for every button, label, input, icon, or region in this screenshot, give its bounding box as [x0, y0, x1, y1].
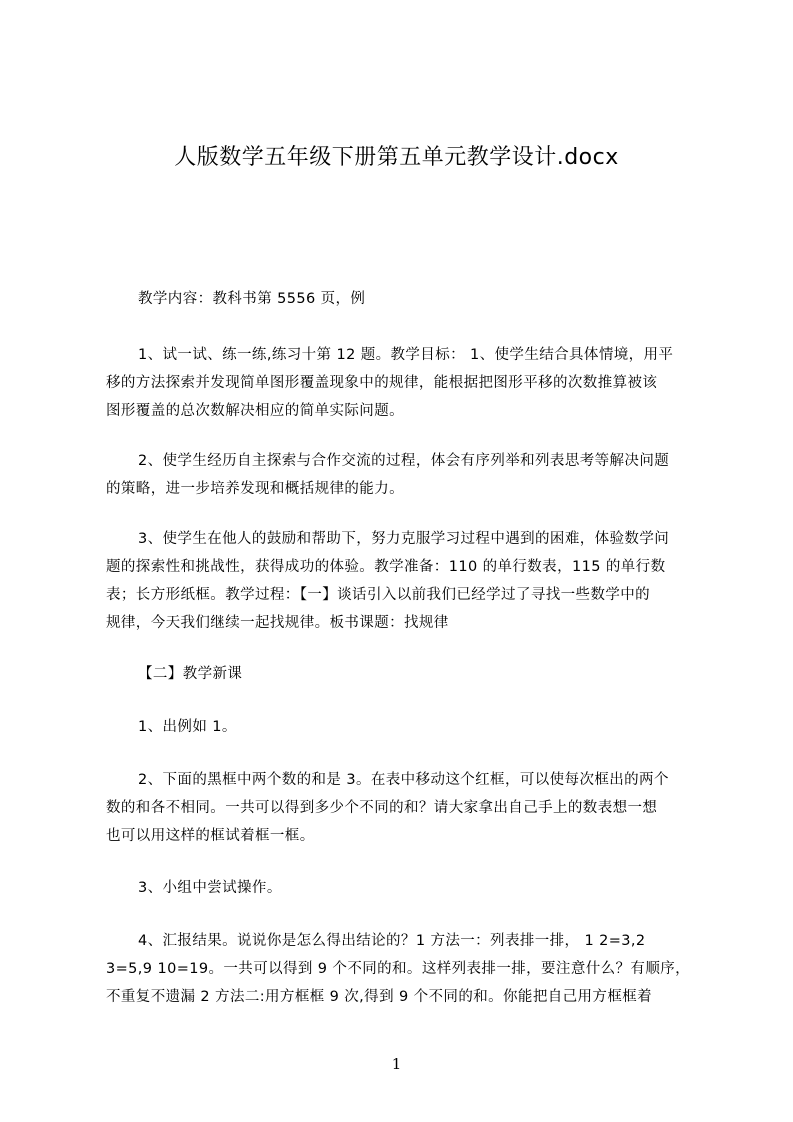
paragraph-5 [106, 713, 706, 741]
text-line: 3=5,9 10=19。一共可以得到 9 个不同的和。这样列表排一排，要注意什么？有顺序， [106, 961, 691, 977]
paragraph-4 [106, 525, 706, 637]
text-line: 题的探索性和挑战性，获得成功的体验。教学准备：110 的单行数表，115 的单行数 [106, 559, 666, 575]
text-line: 也可以用这样的框试着框一框。 [106, 828, 315, 844]
paragraph-1 [106, 285, 706, 313]
section-heading [106, 660, 706, 688]
paragraph-8 [106, 927, 706, 1011]
text-line: 1、试一试、练一练,练习十第 12 题。教学目标： 1、使学生结合具体情境，用平 [138, 347, 674, 363]
text-line: 2、下面的黑框中两个数的和是 3。在表中移动这个红框，可以使每次框出的两个 [138, 772, 669, 788]
text-line: 教学内容：教科书第 5556 页，例 [138, 291, 366, 307]
text-line: 表；长方形纸框。教学过程：【一】谈话引入以前我们已经学过了寻找一些数学中的 [106, 587, 651, 603]
document-title: 人版数学五年级下册第五单元教学设计.docx [174, 145, 619, 170]
text-line: 图形覆盖的总次数解决相应的简单实际问题。 [106, 403, 404, 419]
text-line: 移的方法探索并发现简单图形覆盖现象中的规律，能根据把图形平移的次数推算被该 [106, 375, 658, 391]
text-line: 的策略，进一步培养发现和概括规律的能力。 [106, 481, 404, 497]
paragraph-2 [106, 341, 706, 425]
text-line: 3、使学生在他人的鼓励和帮助下，努力克服学习过程中遇到的困难，体验数学问 [138, 531, 670, 547]
paragraph-3 [106, 447, 706, 503]
text-line: 不重复不遗漏 2 方法二:用方框框 9 次,得到 9 个不同的和。你能把自己用方框框着 [106, 989, 653, 1005]
text-line: 【二】教学新课 [138, 666, 243, 682]
text-line: 2、使学生经历自主探索与合作交流的过程，体会有序列举和列表思考等解决问题 [138, 453, 670, 469]
paragraph-7 [106, 874, 706, 902]
text-line: 1、出例如 1。 [138, 719, 237, 735]
text-line: 4、汇报结果。说说你是怎么得出结论的？1 方法一：列表排一排， 1 2=3,2 [138, 933, 646, 949]
text-line: 3、小组中尝试操作。 [138, 880, 282, 896]
text-line: 规律，今天我们继续一起找规律。板书课题：找规律 [106, 615, 449, 631]
page-number: 1 [391, 1055, 402, 1073]
paragraph-6 [106, 766, 706, 850]
text-line: 数的和各不相同。一共可以得到多少个不同的和？请大家拿出自己手上的数表想一想 [106, 800, 658, 816]
